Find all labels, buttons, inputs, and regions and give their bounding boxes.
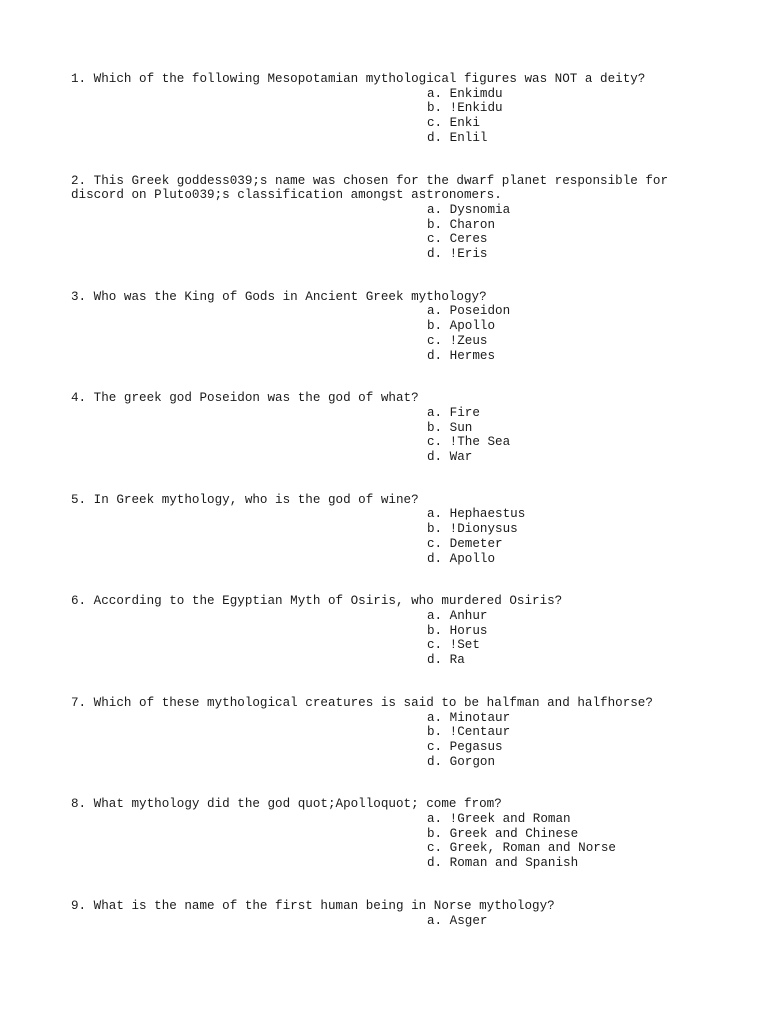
answer-option: d. Enlil: [427, 130, 488, 145]
answer-option: d. Gorgon: [427, 754, 496, 769]
quiz-page: [71, 72, 691, 956]
answer-option: a. Minotaur: [427, 710, 511, 725]
answer-option: a. Anhur: [427, 608, 488, 623]
question-block: [71, 696, 691, 770]
answer-option: d. Apollo: [427, 551, 496, 566]
question-text: 6. According to the Egyptian Myth of Osiris, who murdered Osiris?: [71, 594, 563, 609]
question-text: 4. The greek god Poseidon was the god of what?: [71, 391, 419, 406]
answer-option: c. Ceres: [427, 232, 488, 247]
answer-option: a. Poseidon: [427, 304, 511, 319]
question-block: [71, 899, 691, 928]
answer-option: b. !Centaur: [427, 725, 511, 740]
question-text: 9. What is the name of the first human being in Norse mythology?: [71, 898, 555, 913]
question-text: 5. In Greek mythology, who is the god of wine?: [71, 492, 419, 507]
answer-option: a. Fire: [427, 405, 480, 420]
answer-options: [71, 507, 691, 566]
answer-options: [71, 304, 691, 363]
answer-option: c. Demeter: [427, 536, 503, 551]
answer-options: [71, 711, 691, 770]
answer-options: [71, 406, 691, 465]
question-block: [71, 797, 691, 871]
answer-option: c. Greek, Roman and Norse: [427, 841, 616, 856]
answer-option: a. Hephaestus: [427, 507, 526, 522]
answer-option: d. Roman and Spanish: [427, 856, 579, 871]
question-block: [71, 594, 691, 668]
answer-option: b. !Enkidu: [427, 101, 503, 116]
answer-option: b. Apollo: [427, 319, 496, 334]
answer-option: c. !Zeus: [427, 333, 488, 348]
answer-option: d. Hermes: [427, 348, 496, 363]
answer-option: a. Enkimdu: [427, 86, 503, 101]
answer-options: [71, 812, 691, 871]
answer-option: d. !Eris: [427, 247, 488, 262]
question-text: 1. Which of the following Mesopotamian mythological figures was NOT a deity?: [71, 72, 646, 86]
question-block: [71, 72, 691, 146]
question-block: [71, 493, 691, 567]
question-block: [71, 174, 691, 262]
answer-option: d. Ra: [427, 653, 465, 668]
answer-options: [71, 87, 691, 146]
answer-options: [71, 609, 691, 668]
answer-option: c. !The Sea: [427, 435, 511, 450]
question-text: 2. This Greek goddess039;s name was chosen for the dwarf planet responsible for discord on Pluto039;s classification amongst astronomers.: [71, 173, 676, 203]
answer-option: c. !Set: [427, 638, 480, 653]
answer-options: [71, 203, 691, 262]
question-text: 3. Who was the King of Gods in Ancient Greek mythology?: [71, 289, 487, 304]
answer-option: b. Horus: [427, 623, 488, 638]
answer-option: c. Enki: [427, 116, 480, 131]
answer-option: b. Sun: [427, 420, 473, 435]
question-block: [71, 391, 691, 465]
answer-option: a. Asger: [427, 913, 488, 928]
question-text: 7. Which of these mythological creatures is said to be halfman and halfhorse?: [71, 695, 653, 710]
question-text: 8. What mythology did the god quot;Apolloquot; come from?: [71, 797, 502, 812]
answer-option: a. Dysnomia: [427, 202, 511, 217]
answer-option: d. War: [427, 450, 473, 465]
answer-options: [71, 914, 691, 929]
answer-option: b. !Dionysus: [427, 522, 518, 537]
answer-option: b. Greek and Chinese: [427, 826, 579, 841]
question-block: [71, 290, 691, 364]
answer-option: c. Pegasus: [427, 739, 503, 754]
answer-option: b. Charon: [427, 217, 496, 232]
answer-option: a. !Greek and Roman: [427, 812, 571, 827]
